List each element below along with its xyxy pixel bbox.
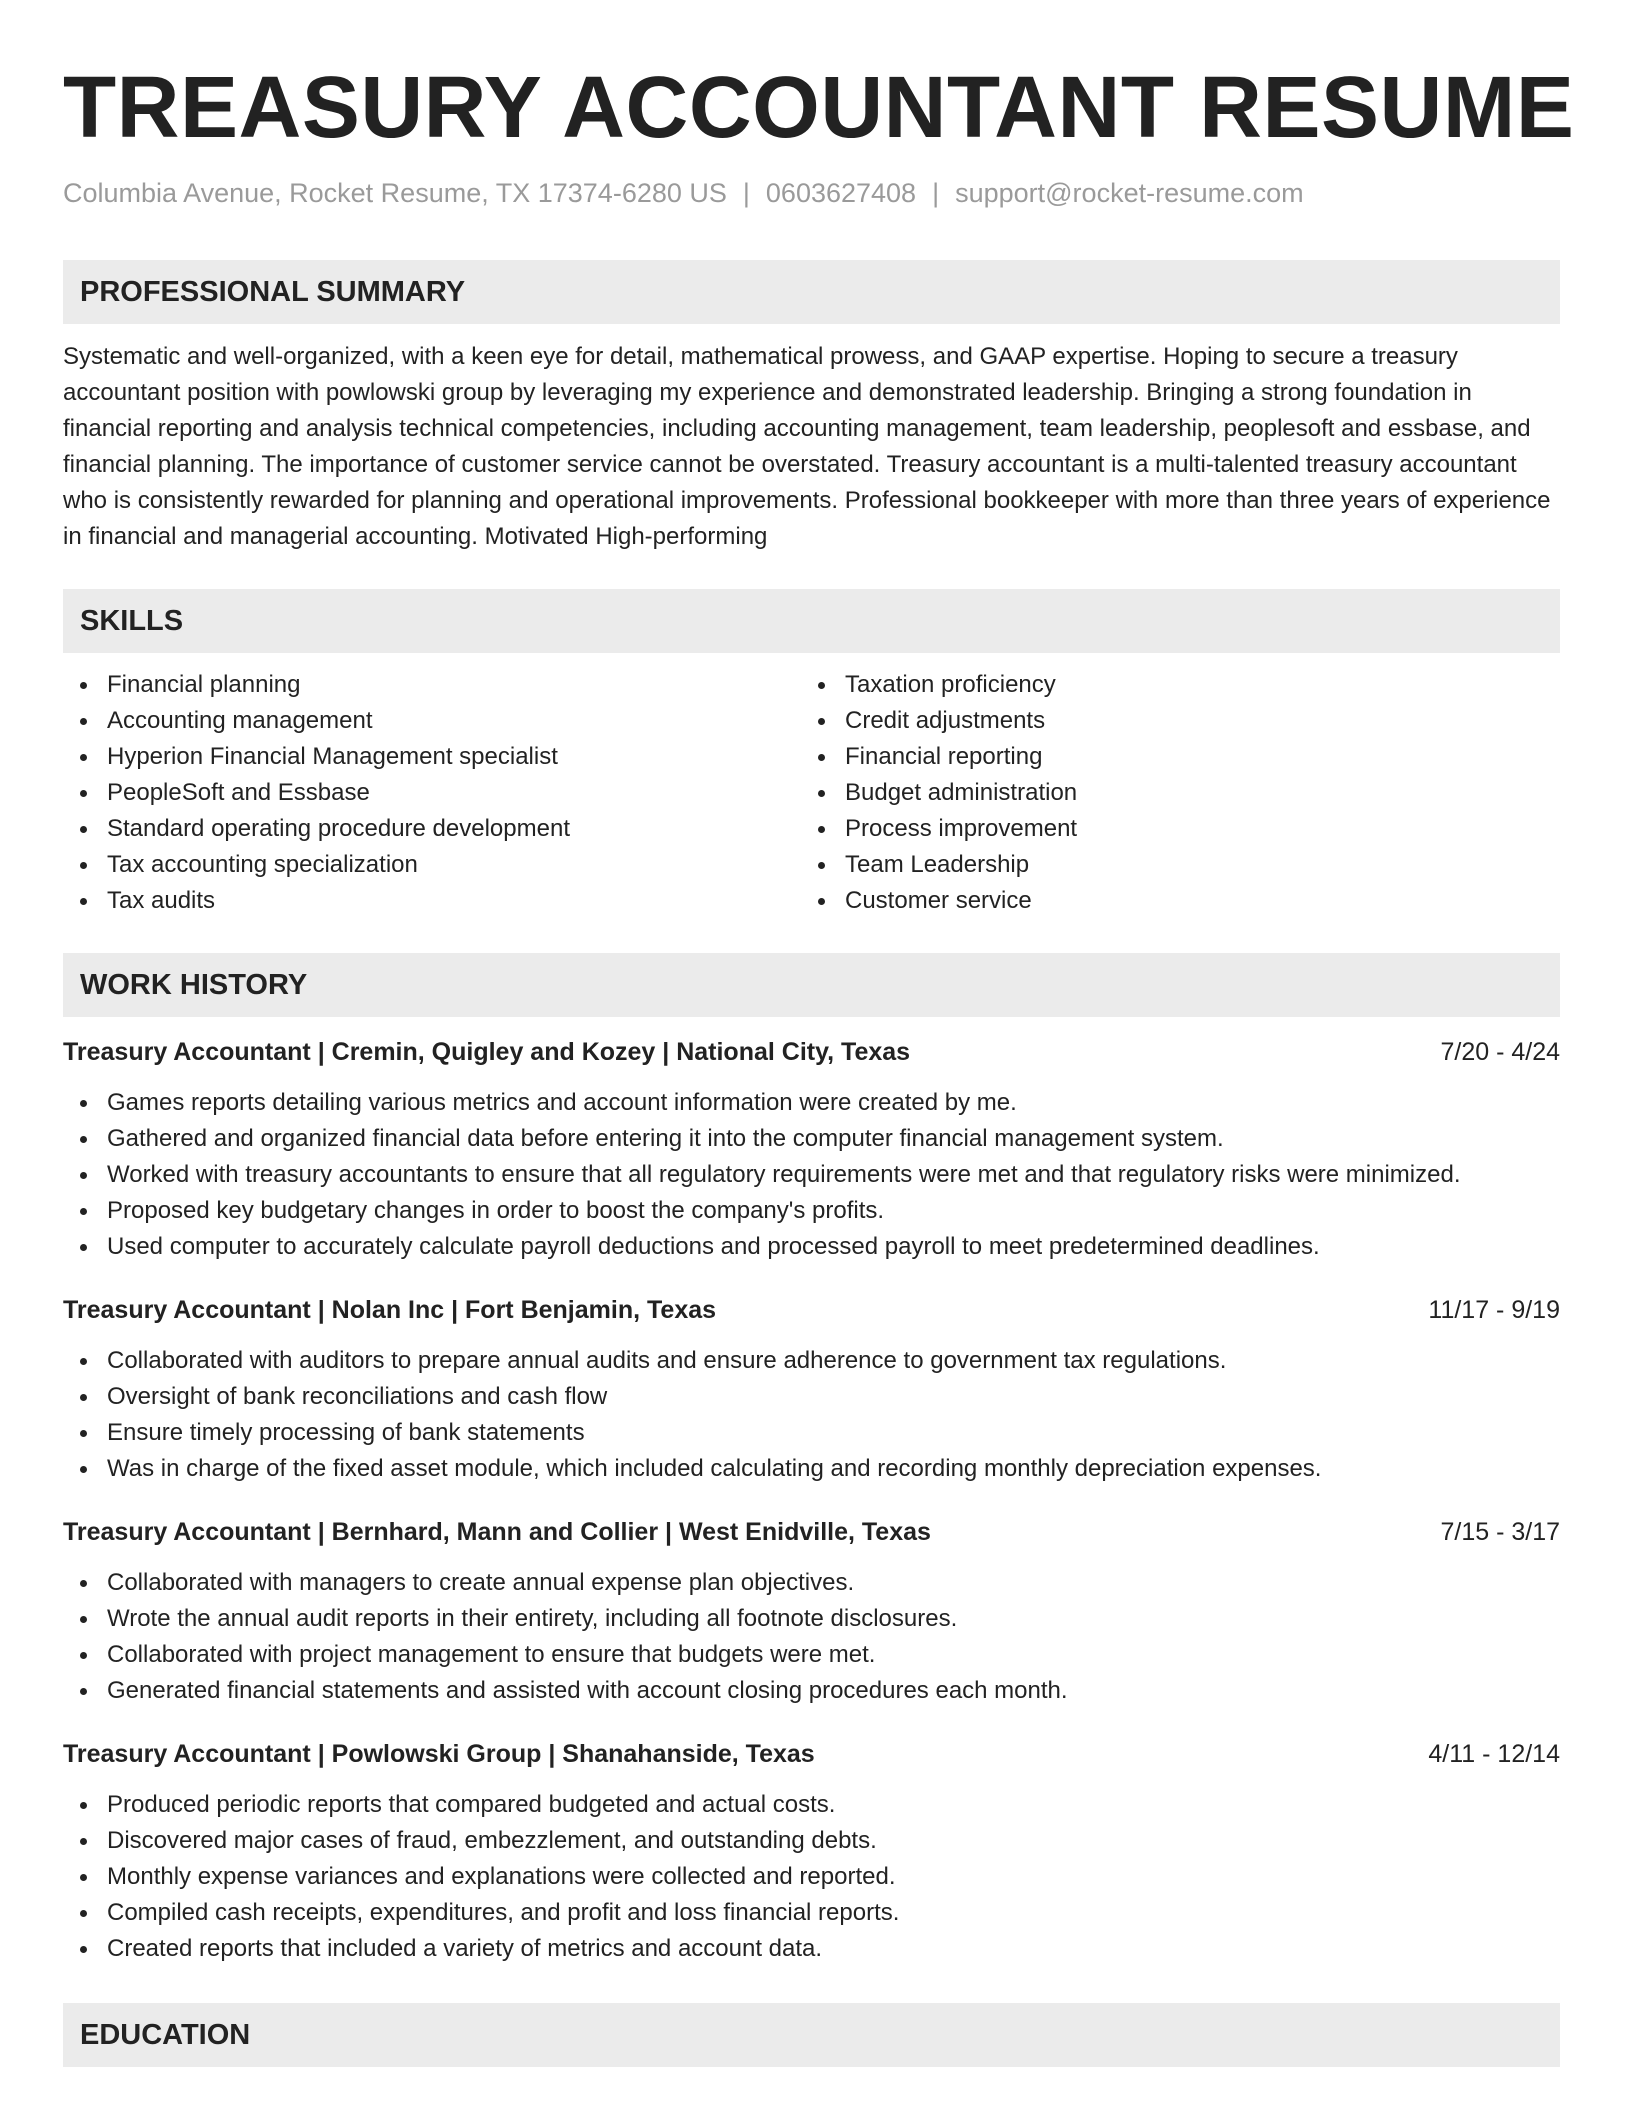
job-entry (63, 1737, 1560, 1967)
job-dates: 7/15 - 3/17 (1440, 1518, 1560, 1546)
skill-item: Process improvement (801, 811, 1539, 847)
job-entry (63, 1515, 1560, 1709)
skills-list (63, 667, 1560, 919)
job-header (63, 1293, 1560, 1327)
job-bullet: Oversight of bank reconciliations and cash flow (63, 1379, 1560, 1415)
resume-page (63, 0, 1575, 2067)
job-dates: 4/11 - 12/14 (1428, 1740, 1560, 1768)
job-entry (63, 1293, 1560, 1487)
skill-item: Financial planning (63, 667, 801, 703)
skill-item: Financial reporting (801, 739, 1539, 775)
skill-item: Taxation proficiency (801, 667, 1539, 703)
skills-column-right (801, 667, 1539, 919)
contact-separator: | (742, 178, 750, 208)
job-bullet: Gathered and organized financial data before entering it into the computer financial management system. (63, 1121, 1560, 1157)
job-bullet: Produced periodic reports that compared budgeted and actual costs. (63, 1787, 1560, 1823)
contact-address: Columbia Avenue, Rocket Resume, TX 17374-6280 US (63, 178, 727, 208)
summary-text: Systematic and well-organized, with a keen eye for detail, mathematical prowess, and GAAP expertise. Hoping to secure a treasury accountant position with powlowski group by leveraging my experience and demonstrated leadership. Bringing a strong foundation in financial reporting and analysis technical competencies, including accounting management, team leadership, peoplesoft and essbase, and financial planning. The importance of customer service cannot be overstated. Treasury accountant is a multi-talented treasury accountant who is consistently rewarded for planning and operational improvements. Professional bookkeeper with more than three years of experience in financial and managerial accounting. Motivated High-performing (63, 343, 1551, 550)
job-bullet: Generated financial statements and assisted with account closing procedures each month. (63, 1673, 1560, 1709)
job-bullet: Compiled cash receipts, expenditures, and profit and loss financial reports. (63, 1895, 1560, 1931)
job-bullet: Monthly expense variances and explanations were collected and reported. (63, 1859, 1560, 1895)
skill-item: Accounting management (63, 703, 801, 739)
contact-line (63, 176, 1560, 210)
job-bullet: Ensure timely processing of bank statements (63, 1415, 1560, 1451)
job-title: Treasury Accountant | Cremin, Quigley and Kozey | National City, Texas (63, 1038, 911, 1066)
skill-item: Customer service (801, 883, 1539, 919)
job-title: Treasury Accountant | Powlowski Group | Shanahanside, Texas (63, 1740, 815, 1768)
job-bullets (63, 1343, 1560, 1487)
job-header (63, 1035, 1560, 1069)
job-bullet: Collaborated with auditors to prepare annual audits and ensure adherence to government tax regulations. (63, 1343, 1560, 1379)
job-bullet: Games reports detailing various metrics and account information were created by me. (63, 1085, 1560, 1121)
section-heading-summary: PROFESSIONAL SUMMARY (63, 260, 1560, 324)
job-entry (63, 1035, 1560, 1265)
skill-item: PeopleSoft and Essbase (63, 775, 801, 811)
skill-item: Team Leadership (801, 847, 1539, 883)
job-bullet: Worked with treasury accountants to ensure that all regulatory requirements were met and that regulatory risks were minimized. (63, 1157, 1560, 1193)
skill-item: Credit adjustments (801, 703, 1539, 739)
job-bullets (63, 1085, 1560, 1265)
job-bullet: Collaborated with project management to ensure that budgets were met. (63, 1637, 1560, 1673)
contact-separator: | (932, 178, 940, 208)
skill-item: Budget administration (801, 775, 1539, 811)
contact-email: support@rocket-resume.com (955, 178, 1304, 208)
skills-column-left (63, 667, 801, 919)
section-heading-work-history: WORK HISTORY (63, 953, 1560, 1017)
skill-item: Standard operating procedure development (63, 811, 801, 847)
job-title: Treasury Accountant | Nolan Inc | Fort Benjamin, Texas (63, 1296, 717, 1324)
job-bullet: Wrote the annual audit reports in their entirety, including all footnote disclosures. (63, 1601, 1560, 1637)
section-heading-education: EDUCATION (63, 2003, 1560, 2067)
job-bullet: Proposed key budgetary changes in order to boost the company's profits. (63, 1193, 1560, 1229)
skill-item: Hyperion Financial Management specialist (63, 739, 801, 775)
job-dates: 7/20 - 4/24 (1440, 1038, 1560, 1066)
job-bullets (63, 1565, 1560, 1709)
section-heading-skills: SKILLS (63, 589, 1560, 653)
job-bullet: Was in charge of the fixed asset module, which included calculating and recording monthly depreciation expenses. (63, 1451, 1560, 1487)
skill-item: Tax accounting specialization (63, 847, 801, 883)
job-title: Treasury Accountant | Bernhard, Mann and Collier | West Enidville, Texas (63, 1518, 931, 1546)
contact-phone: 0603627408 (765, 178, 917, 208)
job-dates: 11/17 - 9/19 (1428, 1296, 1560, 1324)
job-bullet: Used computer to accurately calculate payroll deductions and processed payroll to meet predetermined deadlines. (63, 1229, 1560, 1265)
job-header (63, 1737, 1560, 1771)
job-bullet: Created reports that included a variety of metrics and account data. (63, 1931, 1560, 1967)
job-bullet: Collaborated with managers to create annual expense plan objectives. (63, 1565, 1560, 1601)
resume-title: TREASURY ACCOUNTANT RESUME (63, 59, 1575, 156)
job-header (63, 1515, 1560, 1549)
skill-item: Tax audits (63, 883, 801, 919)
job-bullets (63, 1787, 1560, 1967)
job-bullet: Discovered major cases of fraud, embezzlement, and outstanding debts. (63, 1823, 1560, 1859)
